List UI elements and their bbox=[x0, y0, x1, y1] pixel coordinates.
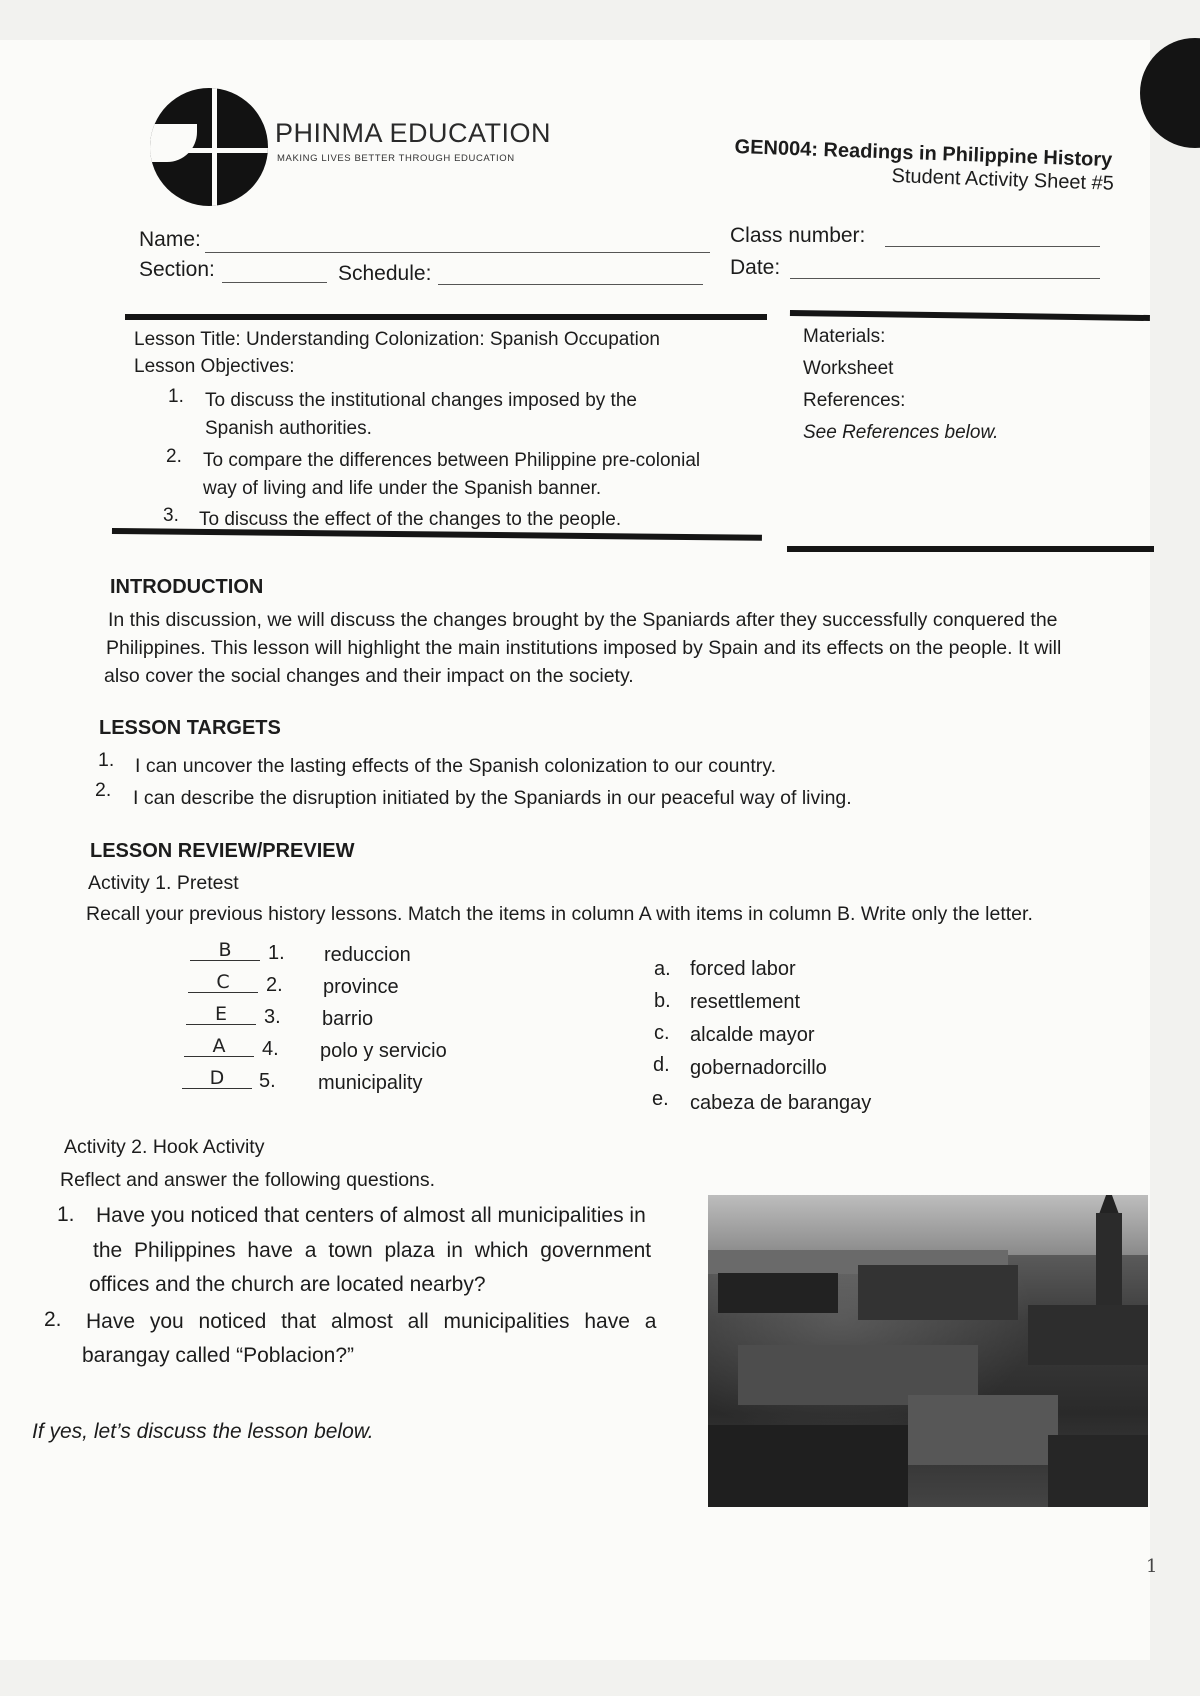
question-1-number: 1. bbox=[57, 1203, 75, 1226]
column-b-item-d: gobernadorcillo bbox=[690, 1057, 827, 1079]
column-a-item-1: reduccion bbox=[324, 944, 411, 966]
column-a-item-4: polo y servicio bbox=[320, 1040, 447, 1062]
question-1-line-1: Have you noticed that centers of almost all municipalities in bbox=[96, 1204, 646, 1227]
question-2-number: 2. bbox=[44, 1308, 62, 1331]
page-number: 1 bbox=[1146, 1556, 1158, 1577]
objective-2-line-2: way of living and life under the Spanish banner. bbox=[203, 478, 602, 499]
schedule-label: Schedule: bbox=[338, 262, 432, 285]
answer-blank-2[interactable]: C bbox=[188, 972, 258, 993]
phinma-logo bbox=[150, 88, 268, 206]
column-b-letter-d: d. bbox=[653, 1054, 670, 1076]
objective-3-line-1: To discuss the effect of the changes to the people. bbox=[199, 509, 622, 530]
activity-1-instructions: Recall your previous history lessons. Match the items in column A with items in column B. Write only the letter. bbox=[86, 903, 1033, 925]
objective-3-number: 3. bbox=[163, 505, 179, 526]
town-plaza-photo bbox=[708, 1195, 1148, 1507]
target-2-text: I can describe the disruption initiated by the Spaniards in our peaceful way of living. bbox=[133, 787, 852, 809]
column-b-letter-b: b. bbox=[654, 990, 671, 1012]
question-2-line-1: Have you noticed that almost all municipalities have a bbox=[86, 1310, 657, 1333]
target-2-number: 2. bbox=[95, 779, 112, 801]
question-1-line-3: offices and the church are located nearby? bbox=[89, 1273, 486, 1296]
introduction-line-3: also cover the social changes and their impact on the society. bbox=[104, 665, 634, 687]
materials-value: Worksheet bbox=[803, 358, 894, 379]
section-label: Section: bbox=[139, 258, 215, 281]
introduction-heading: INTRODUCTION bbox=[110, 576, 264, 598]
closing-text: If yes, let’s discuss the lesson below. bbox=[32, 1420, 374, 1443]
column-b-item-c: alcalde mayor bbox=[690, 1024, 815, 1046]
objective-2-number: 2. bbox=[166, 446, 182, 467]
column-a-number-3: 3. bbox=[264, 1006, 281, 1028]
lesson-review-heading: LESSON REVIEW/PREVIEW bbox=[90, 840, 355, 862]
column-b-letter-c: c. bbox=[654, 1022, 670, 1044]
course-title: GEN004: Readings in Philippine History bbox=[734, 136, 1113, 172]
references-value: See References below. bbox=[803, 422, 999, 443]
column-b-item-a: forced labor bbox=[690, 958, 796, 980]
references-label: References: bbox=[803, 390, 906, 411]
column-a-number-1: 1. bbox=[268, 942, 285, 964]
answer-blank-1[interactable]: B bbox=[190, 940, 260, 961]
lesson-box-top-rule bbox=[125, 314, 767, 320]
answer-blank-4[interactable]: A bbox=[184, 1036, 254, 1057]
class-number-label: Class number: bbox=[730, 224, 866, 247]
materials-label: Materials: bbox=[803, 326, 886, 347]
column-b-letter-a: a. bbox=[654, 958, 671, 980]
name-field[interactable] bbox=[205, 252, 710, 253]
column-a-number-2: 2. bbox=[266, 974, 283, 996]
lesson-title: Lesson Title: Understanding Colonization: Spanish Occupation bbox=[134, 329, 660, 350]
objective-2-line-1: To compare the differences between Philippine pre-colonial bbox=[203, 450, 701, 471]
column-b-item-e: cabeza de barangay bbox=[690, 1092, 872, 1114]
activity-2-title: Activity 2. Hook Activity bbox=[64, 1136, 265, 1158]
answer-blank-3[interactable]: E bbox=[186, 1004, 256, 1025]
date-label: Date: bbox=[730, 256, 781, 279]
activity-2-instructions: Reflect and answer the following questions. bbox=[60, 1169, 436, 1191]
answer-blank-5[interactable]: D bbox=[182, 1068, 252, 1089]
name-label: Name: bbox=[139, 228, 201, 251]
column-a-item-2: province bbox=[323, 976, 399, 998]
question-2-line-2: barangay called “Poblacion?” bbox=[82, 1344, 355, 1367]
brand-tagline: MAKING LIVES BETTER THROUGH EDUCATION bbox=[277, 153, 515, 164]
question-1-line-2: the Philippines have a town plaza in which government bbox=[93, 1239, 652, 1262]
column-b-item-b: resettlement bbox=[690, 991, 801, 1013]
section-field[interactable] bbox=[222, 282, 327, 283]
objective-1-number: 1. bbox=[168, 386, 184, 407]
column-a-number-5: 5. bbox=[259, 1070, 276, 1092]
column-a-number-4: 4. bbox=[262, 1038, 279, 1060]
date-field[interactable] bbox=[790, 278, 1100, 279]
column-a-item-5: municipality bbox=[318, 1072, 423, 1094]
introduction-line-1: In this discussion, we will discuss the changes brought by the Spaniards after they successfully conquered the bbox=[108, 609, 1058, 631]
target-1-number: 1. bbox=[98, 749, 115, 771]
column-b-letter-e: e. bbox=[652, 1088, 669, 1110]
class-number-field[interactable] bbox=[885, 246, 1100, 247]
objective-1-line-1: To discuss the institutional changes imposed by the bbox=[205, 390, 637, 411]
lesson-targets-heading: LESSON TARGETS bbox=[99, 717, 281, 739]
column-a-item-3: barrio bbox=[322, 1008, 374, 1030]
introduction-line-2: Philippines. This lesson will highlight the main institutions imposed by Spain and its effects on the people. It will bbox=[106, 637, 1062, 659]
materials-box-bottom-rule bbox=[787, 546, 1154, 552]
schedule-field[interactable] bbox=[438, 284, 703, 285]
objective-1-line-2: Spanish authorities. bbox=[205, 418, 372, 439]
brand-name: PHINMA EDUCATION bbox=[275, 118, 552, 148]
lesson-objectives-label: Lesson Objectives: bbox=[134, 356, 295, 377]
sheet-title: Student Activity Sheet #5 bbox=[891, 165, 1115, 195]
target-1-text: I can uncover the lasting effects of the Spanish colonization to our country. bbox=[135, 755, 776, 777]
activity-1-title: Activity 1. Pretest bbox=[88, 872, 239, 894]
